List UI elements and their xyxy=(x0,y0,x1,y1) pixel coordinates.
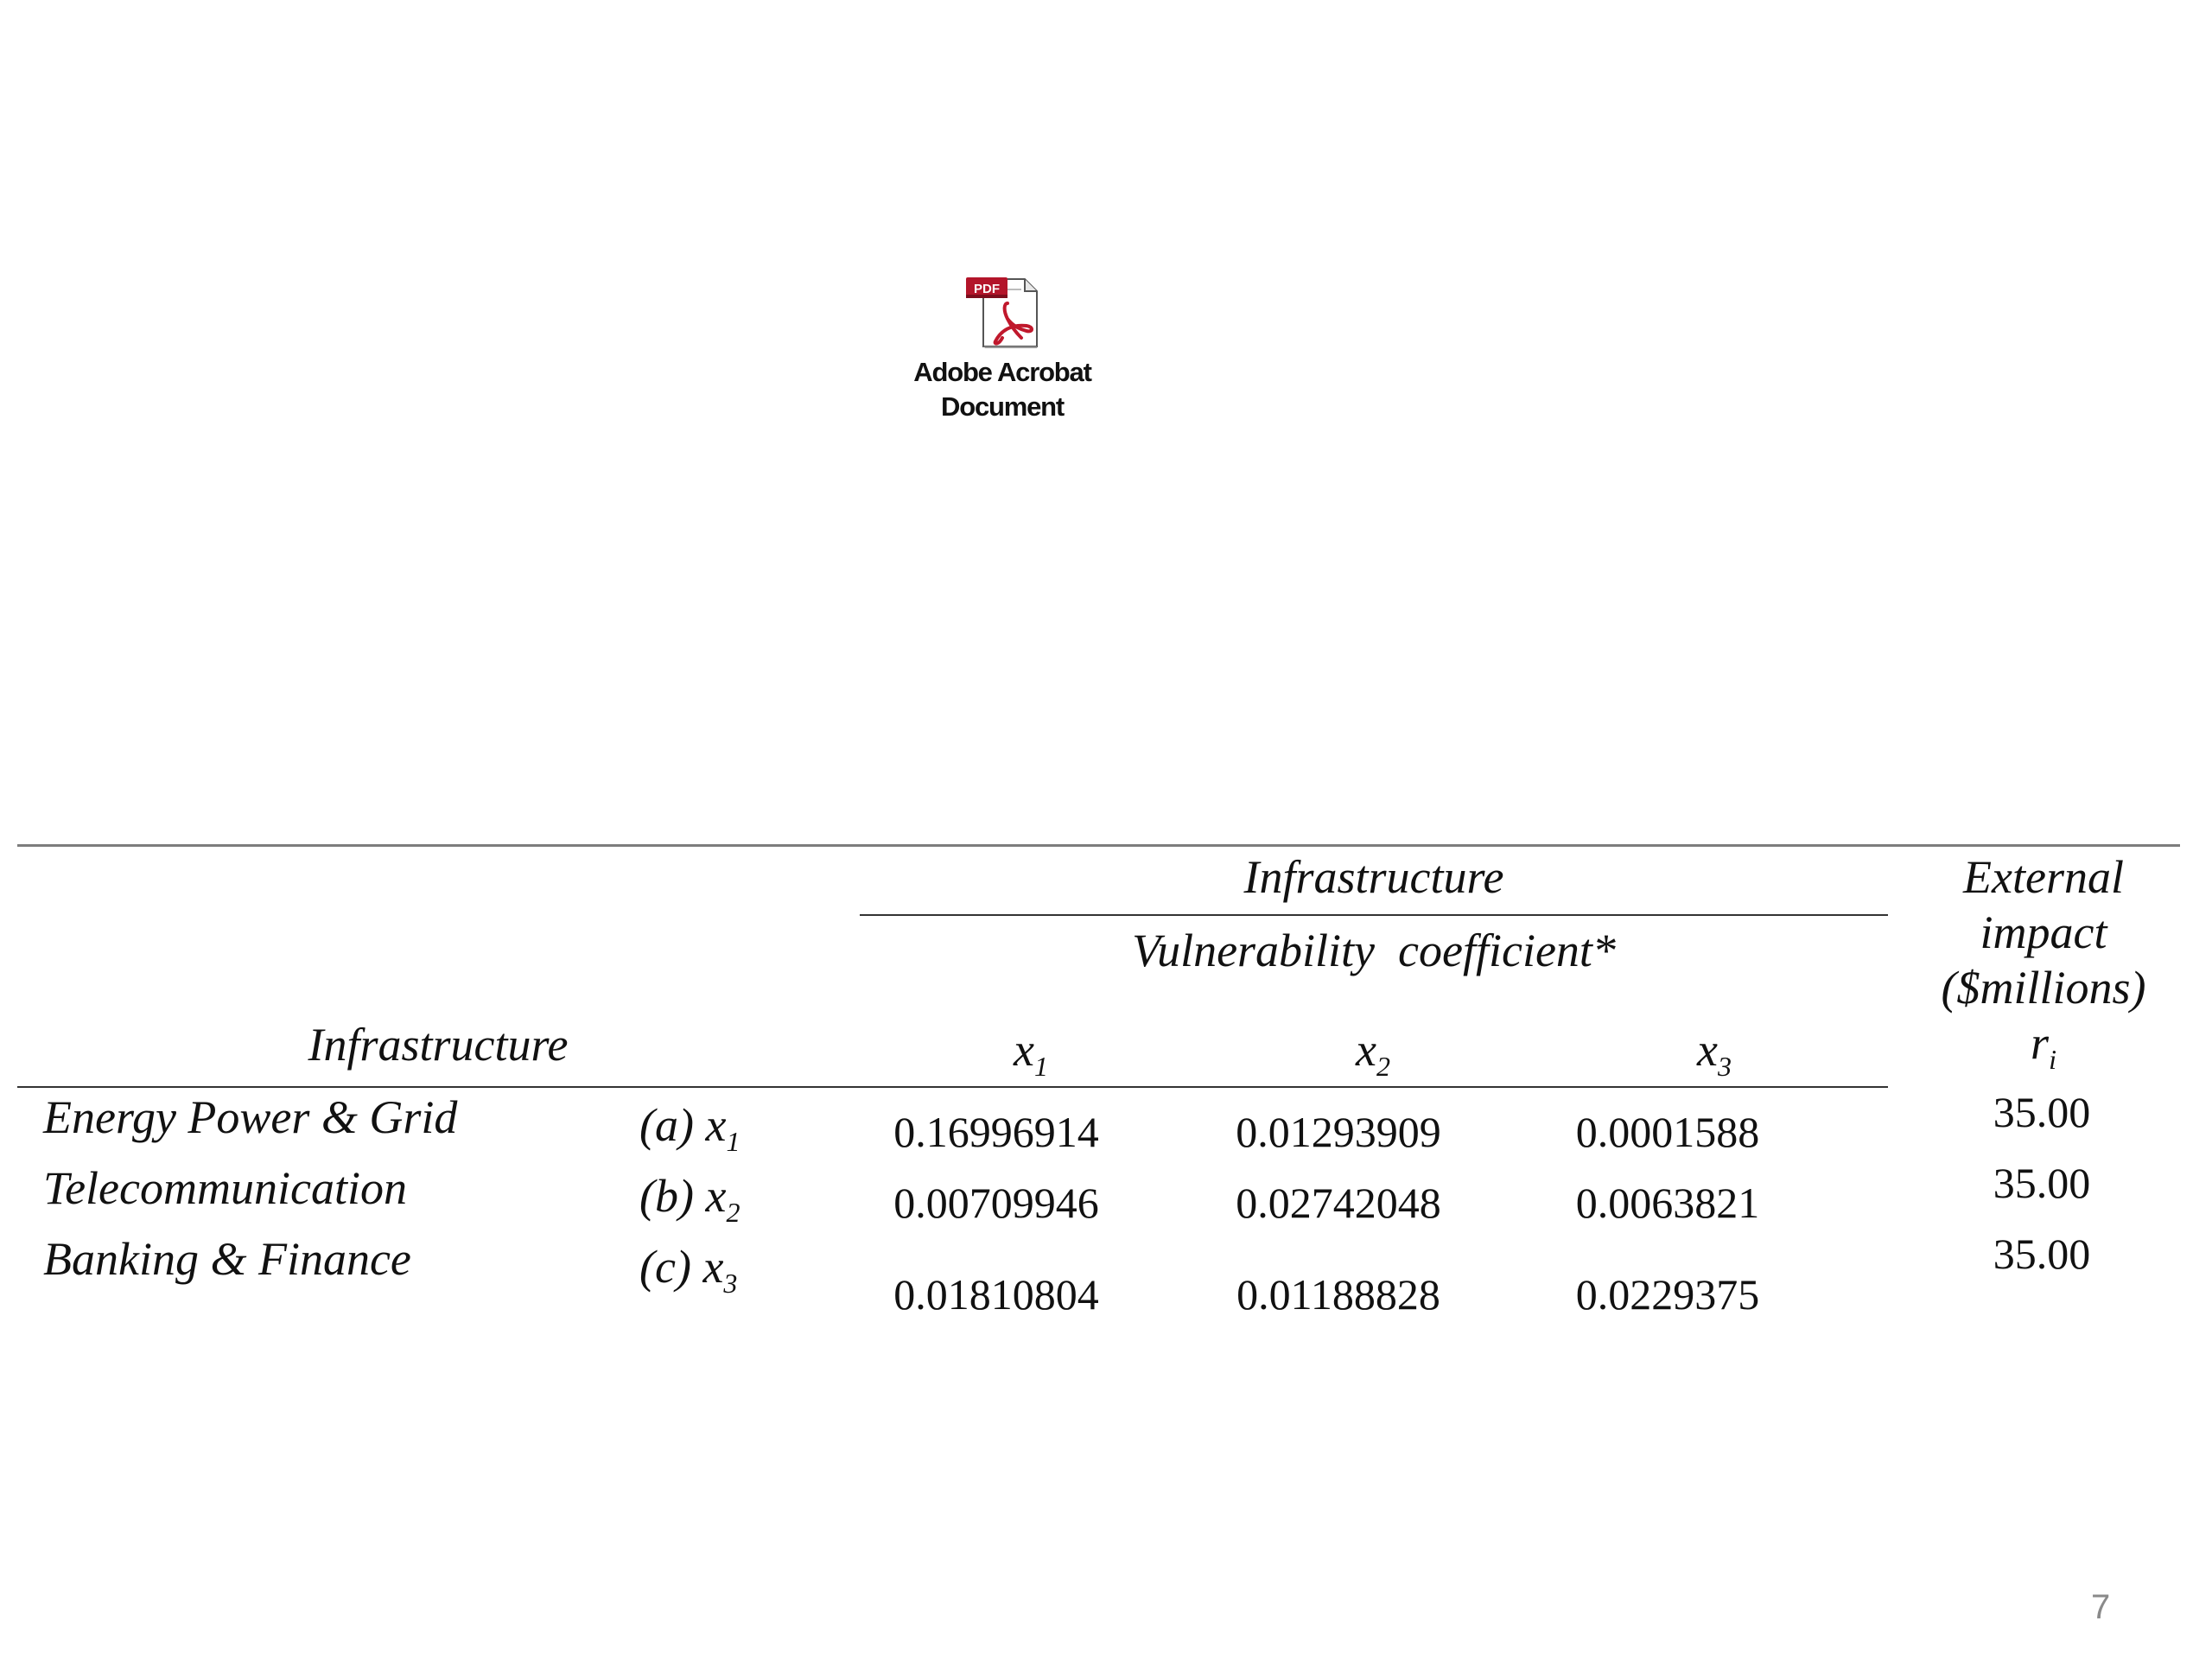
column-header-x2-base: x xyxy=(1356,1024,1376,1076)
external-header-var-base: r xyxy=(2031,1017,2050,1069)
row-var-base: x xyxy=(705,1170,727,1222)
table-cell-value: 0.0001588 xyxy=(1575,1108,1760,1156)
subgroup-header-vulnerability: Vulnerability coefficient* xyxy=(1132,925,1616,976)
column-header-x2-sub: 2 xyxy=(1376,1051,1390,1082)
row-var-base: x xyxy=(702,1241,724,1293)
table-cell-external: 35.00 xyxy=(1993,1230,2091,1278)
table-cell-value: 0.01293909 xyxy=(1236,1108,1441,1156)
row-var-sub: 2 xyxy=(726,1197,741,1228)
external-header-var-sub: i xyxy=(2049,1044,2056,1075)
column-header-x3-sub: 3 xyxy=(1717,1051,1732,1082)
row-var-prefix: (b) xyxy=(639,1170,706,1222)
page-number: 7 xyxy=(2091,1588,2111,1626)
row-var-prefix: (a) xyxy=(639,1099,706,1151)
table-cell-value: 0.0229375 xyxy=(1575,1270,1760,1319)
column-header-x3 xyxy=(1697,1024,1732,1082)
pdf-caption-line2: Document xyxy=(941,391,1064,422)
row-var-sub: 1 xyxy=(726,1126,741,1157)
external-header-line2: impact xyxy=(1980,906,2107,958)
adobe-acrobat-pdf-icon xyxy=(959,272,1046,350)
table-cell-value: 0.02742048 xyxy=(1236,1179,1441,1227)
column-header-x1-sub: 1 xyxy=(1033,1051,1048,1082)
group-header-infrastructure: Infrastructure xyxy=(1243,851,1504,903)
column-header-x1 xyxy=(1014,1024,1048,1082)
row-header-infrastructure: Infrastructure xyxy=(308,1019,569,1071)
table-cell-value: 0.01810804 xyxy=(893,1270,1099,1319)
column-header-x3-base: x xyxy=(1697,1024,1718,1076)
table-cell-value: 0.16996914 xyxy=(893,1108,1099,1156)
svg-text:PDF: PDF xyxy=(974,282,1000,296)
table-top-rule xyxy=(17,844,2180,847)
embedded-pdf-object[interactable] xyxy=(894,272,1110,424)
table-cell-value: 0.01188828 xyxy=(1236,1270,1440,1319)
external-header-line3: ($millions) xyxy=(1941,962,2146,1014)
table-row-var xyxy=(639,1099,741,1157)
table-cell-value: 0.0063821 xyxy=(1575,1179,1760,1227)
column-header-x1-base: x xyxy=(1014,1024,1034,1076)
table-row-var xyxy=(639,1241,738,1299)
table-row-name: Telecommunication xyxy=(43,1162,407,1214)
table-cell-value: 0.00709946 xyxy=(893,1179,1099,1227)
table-header-rule xyxy=(17,1086,1888,1088)
table-cell-external: 35.00 xyxy=(1993,1159,2091,1207)
row-var-prefix: (c) xyxy=(639,1241,703,1293)
row-var-sub: 3 xyxy=(723,1268,738,1299)
pdf-caption-line1: Adobe Acrobat xyxy=(913,357,1091,387)
column-header-x2 xyxy=(1356,1024,1390,1082)
external-header-var xyxy=(2031,1017,2056,1075)
row-var-base: x xyxy=(705,1099,727,1151)
table-row-name: Energy Power & Grid xyxy=(43,1091,458,1143)
table-row-name: Banking & Finance xyxy=(43,1233,411,1285)
table-row-var xyxy=(639,1170,741,1228)
table-cell-external: 35.00 xyxy=(1993,1088,2091,1136)
infrastructure-group-rule xyxy=(860,914,1888,916)
external-header-line1: External xyxy=(1963,851,2124,903)
pdf-caption xyxy=(913,355,1090,424)
